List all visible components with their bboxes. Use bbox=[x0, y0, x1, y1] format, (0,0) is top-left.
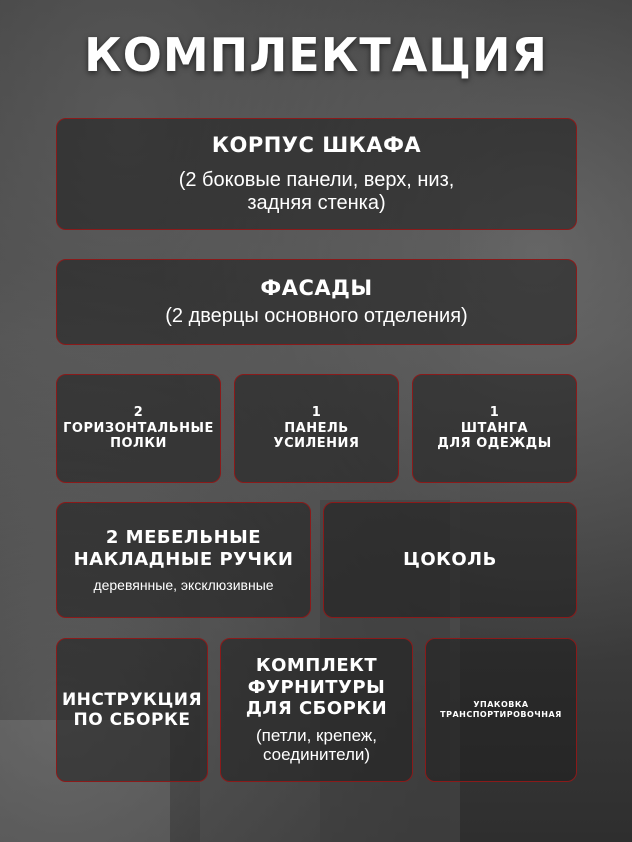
card-reinforcement-panel bbox=[234, 374, 399, 483]
card-handles bbox=[56, 502, 311, 618]
card-line: КОМПЛЕКТ bbox=[255, 655, 378, 677]
card-line: НАКЛАДНЫЕ РУЧКИ bbox=[73, 548, 294, 570]
page-title: КОМПЛЕКТАЦИЯ bbox=[84, 28, 548, 82]
card-line: ДЛЯ СБОРКИ bbox=[245, 698, 388, 720]
card-line: УПАКОВКА bbox=[473, 700, 529, 710]
card-line: ФУРНИТУРЫ bbox=[247, 676, 386, 698]
card-assembly-manual bbox=[56, 638, 208, 782]
card-line: 1 bbox=[311, 405, 322, 421]
card-line: ШТАНГА bbox=[460, 420, 529, 436]
card-subtext: (петли, крепеж, bbox=[256, 725, 377, 745]
card-line: УСИЛЕНИЯ bbox=[273, 436, 360, 452]
card-line: ГОРИЗОНТАЛЬНЫЕ bbox=[63, 420, 214, 436]
card-facades bbox=[56, 259, 577, 345]
card-packaging bbox=[425, 638, 577, 782]
card-hardware-kit bbox=[220, 638, 413, 782]
card-line: 1 bbox=[489, 405, 500, 421]
card-plinth bbox=[323, 502, 577, 618]
card-line: ТРАНСПОРТИРОВОЧНАЯ bbox=[440, 710, 562, 719]
card-line: ИНСТРУКЦИЯ bbox=[61, 689, 203, 710]
card-clothes-rod bbox=[412, 374, 577, 483]
card-line: 2 МЕБЕЛЬНЫЕ bbox=[105, 527, 262, 549]
card-line: ПО СБОРКЕ bbox=[73, 710, 191, 730]
card-subtext: деревянные, эксклюзивные bbox=[93, 576, 274, 593]
card-line: 2 bbox=[133, 405, 144, 421]
card-heading: ЦОКОЛЬ bbox=[403, 549, 497, 571]
card-cabinet-body bbox=[56, 118, 577, 230]
card-subtext: соединители) bbox=[262, 745, 371, 765]
card-line: ДЛЯ ОДЕЖДЫ bbox=[437, 436, 552, 452]
card-heading: ФАСАДЫ bbox=[260, 275, 373, 300]
card-heading: КОРПУС ШКАФА bbox=[211, 133, 422, 158]
card-subtext: (2 дверцы основного отделения) bbox=[165, 305, 468, 328]
card-subtext: (2 боковые панели, верх, низ, bbox=[178, 168, 455, 191]
card-line: ПОЛКИ bbox=[110, 436, 167, 452]
card-line: ПАНЕЛЬ bbox=[284, 420, 349, 436]
card-shelves bbox=[56, 374, 221, 483]
card-subtext: задняя стенка) bbox=[247, 191, 386, 214]
